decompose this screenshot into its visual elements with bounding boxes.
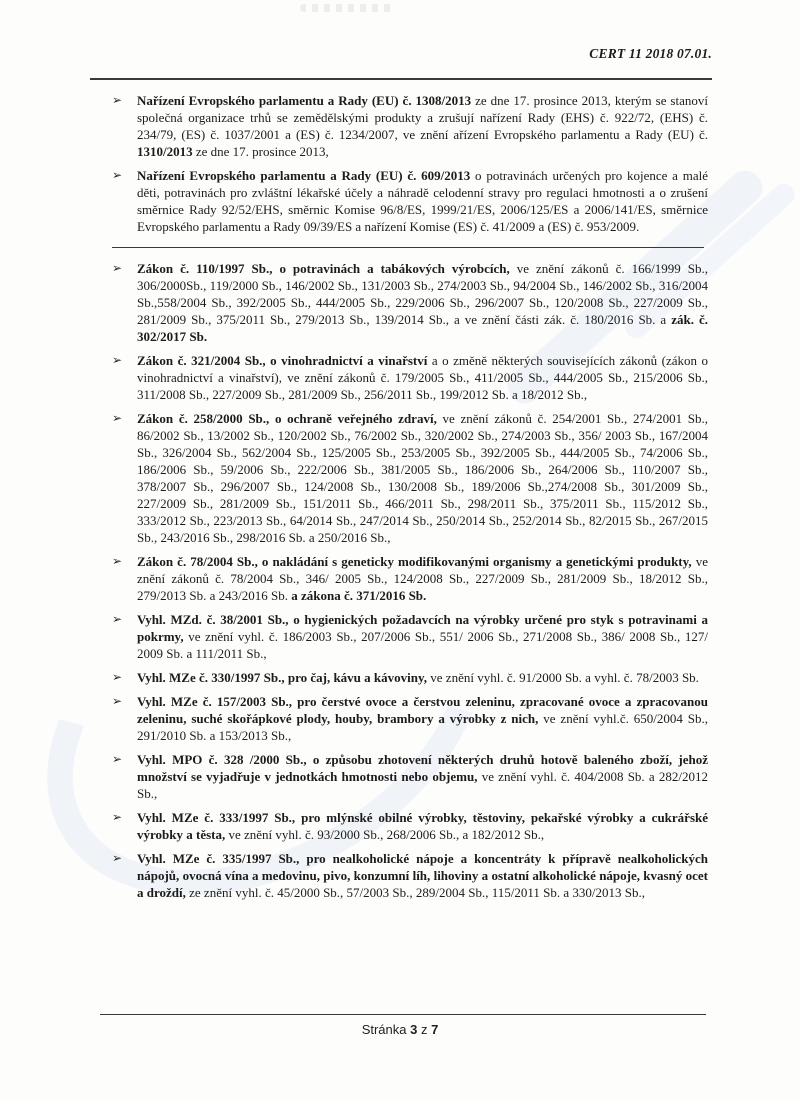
list-item-text: Nařízení Evropského parlamentu a Rady (EU) č. 1308/2013 ze dne 17. prosince 2013, kterým se stanoví společná organizace trhů se zemědělskými produkty a zrušují nařízení Rady (EHS) č. 922/72, (EHS) č. 234/79, (ES) č. 1037/2001 a (ES) č. 1234/2007, ve znění ařízení Evropského parlamentu a Rady (EU) č. 1310/2013 ze dne 17. prosince 2013, bbox=[137, 93, 708, 159]
list-item bbox=[100, 751, 708, 802]
bullet-arrow-icon: ➢ bbox=[112, 261, 123, 275]
bullet-arrow-icon: ➢ bbox=[112, 411, 123, 425]
footer-divider bbox=[100, 1014, 706, 1015]
bullet-arrow-icon: ➢ bbox=[112, 810, 123, 824]
bullet-arrow-icon: ➢ bbox=[112, 554, 123, 568]
bullet-arrow-icon: ➢ bbox=[112, 93, 123, 107]
footer-of-label: z bbox=[417, 1022, 432, 1037]
list-item bbox=[100, 92, 708, 160]
scan-artifact bbox=[300, 4, 395, 12]
list-item bbox=[100, 693, 708, 744]
bullet-arrow-icon: ➢ bbox=[112, 612, 123, 626]
bullet-arrow-icon: ➢ bbox=[112, 168, 123, 182]
header-divider bbox=[90, 78, 712, 80]
section-divider bbox=[112, 247, 704, 248]
footer-page-number: 3 bbox=[410, 1022, 418, 1037]
header-reference: CERT 11 2018 07.01. bbox=[589, 46, 712, 61]
list-item-text: Zákon č. 321/2004 Sb., o vinohradnictví a vinařství a o změně některých souvisejících zákonů (zákon o vinohradnictví a vinařství), ve znění zákonů č. 179/2005 Sb., 411/2005 Sb., 444/2005 Sb., 215/2006 Sb., 311/2008 Sb., 227/2009 Sb., 281/2009 Sb., 256/2011 Sb., 199/2012 Sb. a 18/2012 Sb., bbox=[137, 353, 708, 402]
list-item-text: Vyhl. MZe č. 330/1997 Sb., pro čaj, kávu a kávoviny, ve znění vyhl. č. 91/2000 Sb. a vyhl. č. 78/2003 Sb. bbox=[137, 670, 699, 685]
list-item bbox=[100, 669, 708, 686]
page-footer bbox=[0, 1022, 800, 1037]
list-item-text: Zákon č. 110/1997 Sb., o potravinách a tabákových výrobcích, ve znění zákonů č. 166/1999 Sb., 306/2000Sb., 119/2000 Sb., 146/2002 Sb., 131/2003 Sb., 274/2003 Sb., 94/2004 Sb., 146/2002 Sb., 316/2004 Sb.,558/2004 Sb., 392/2005 Sb., 444/2005 Sb., 229/2006 Sb., 296/2007 Sb., 120/2008 Sb., 227/2009 Sb., 281/2009 Sb., 375/2011 Sb., 279/2013 Sb., 139/2014 Sb., a ve znění části zák. č. 180/2016 Sb. a zák. č. 302/2017 Sb. bbox=[137, 261, 708, 344]
document-body bbox=[100, 92, 708, 908]
list-item-text: Nařízení Evropského parlamentu a Rady (EU) č. 609/2013 o potravinách určených pro kojence a malé děti, potravinách pro zvláštní lékařské účely a náhradě celodenní stravy pro regulaci hmotnosti a o zrušení směrnice Rady 92/52/EHS, směrnic Komise 96/8/ES, 1999/21/ES, 2006/125/ES a 2006/141/ES, směrnice Evropského parlamentu a Rady 09/39/ES a nařízení Komise (ES) č. 41/2009 a (ES) č. 953/2009. bbox=[137, 168, 708, 234]
list-item bbox=[100, 410, 708, 546]
regulation-list-eu bbox=[100, 92, 708, 235]
bullet-arrow-icon: ➢ bbox=[112, 694, 123, 708]
list-item bbox=[100, 553, 708, 604]
list-item bbox=[100, 260, 708, 345]
list-item bbox=[100, 850, 708, 901]
list-item-text: Zákon č. 258/2000 Sb., o ochraně veřejného zdraví, ve znění zákonů č. 254/2001 Sb., 274/2001 Sb., 86/2002 Sb., 13/2002 Sb., 120/2002 Sb., 76/2002 Sb., 320/2002 Sb., 274/2003 Sb., 356/ 2003 Sb., 167/2004 Sb., 326/2004 Sb., 562/2004 Sb., 125/2005 Sb., 253/2005 Sb., 392/2005 Sb., 444/2005 Sb., 74/2006 Sb., 186/2006 Sb., 59/2006 Sb., 222/2006 Sb., 381/2005 Sb., 186/2006 Sb., 264/2006 Sb., 110/2007 Sb., 378/2007 Sb., 296/2007 Sb., 124/2008 Sb., 130/2008 Sb., 189/2006 Sb.,274/2008 Sb., 301/2009 Sb., 227/2009 Sb., 281/2009 Sb., 151/2011 Sb., 466/2011 Sb., 298/2011 Sb., 375/2011 Sb., 115/2012 Sb., 333/2012 Sb., 223/2013 Sb., 64/2014 Sb., 247/2014 Sb., 250/2014 Sb., 252/2014 Sb., 82/2015 Sb., 267/2015 Sb., 243/2016 Sb., 298/2016 Sb. a 250/2016 Sb., bbox=[137, 411, 709, 545]
list-item bbox=[100, 352, 708, 403]
bullet-arrow-icon: ➢ bbox=[112, 670, 123, 684]
list-item-text: Vyhl. MPO č. 328 /2000 Sb., o způsobu zhotovení některých druhů hotově baleného zboží, jehož množství se vyjadřuje v jednotkách hmotnosti nebo objemu, ve znění vyhl. č. 404/2008 Sb. a 282/2012 Sb., bbox=[137, 752, 709, 801]
list-item-text: Zákon č. 78/2004 Sb., o nakládání s geneticky modifikovanými organismy a genetickými produkty, ve znění zákonů č. 78/2004 Sb., 346/ 2005 Sb., 124/2008 Sb., 227/2009 Sb., 281/2009 Sb., 18/2012 Sb., 279/2013 Sb. a 243/2016 Sb. a zákona č. 371/2016 Sb. bbox=[137, 554, 708, 603]
list-item bbox=[100, 809, 708, 843]
list-item bbox=[100, 167, 708, 235]
footer-label: Stránka bbox=[361, 1022, 411, 1037]
list-item-text: Vyhl. MZe č. 157/2003 Sb., pro čerstvé ovoce a čerstvou zeleninu, zpracované ovoce a zpracovanou zeleninu, suché skořápkové plody, houby, brambory a výrobky z nich, ve znění vyhl.č. 650/2004 Sb., 291/2010 Sb. a 153/2013 Sb., bbox=[137, 694, 708, 743]
footer-total-pages: 7 bbox=[431, 1022, 439, 1037]
regulation-list-national bbox=[100, 260, 708, 901]
list-item bbox=[100, 611, 708, 662]
list-item-text: Vyhl. MZe č. 333/1997 Sb., pro mlýnské obilné výrobky, těstoviny, pekařské výrobky a cukrářské výrobky a těsta, ve znění vyhl. č. 93/2000 Sb., 268/2006 Sb., a 182/2012 Sb., bbox=[137, 810, 708, 842]
bullet-arrow-icon: ➢ bbox=[112, 353, 123, 367]
list-item-text: Vyhl. MZe č. 335/1997 Sb., pro nealkoholické nápoje a koncentráty k přípravě nealkoholických nápojů, ovocná vína a medovinu, pivo, konzumní líh, lihoviny a ostatní alkoholické nápoje, kvasný ocet a droždí, ze znění vyhl. č. 45/2000 Sb., 57/2003 Sb., 289/2004 Sb., 115/2011 Sb. a 330/2013 Sb., bbox=[137, 851, 708, 900]
list-item-text: Vyhl. MZd. č. 38/2001 Sb., o hygienických požadavcích na výrobky určené pro styk s potravinami a pokrmy, ve znění vyhl. č. 186/2003 Sb., 207/2006 Sb., 551/ 2006 Sb., 271/2008 Sb., 386/ 2008 Sb., 127/ 2009 Sb. a 111/2011 Sb., bbox=[137, 612, 709, 661]
bullet-arrow-icon: ➢ bbox=[112, 752, 123, 766]
bullet-arrow-icon: ➢ bbox=[112, 851, 123, 865]
